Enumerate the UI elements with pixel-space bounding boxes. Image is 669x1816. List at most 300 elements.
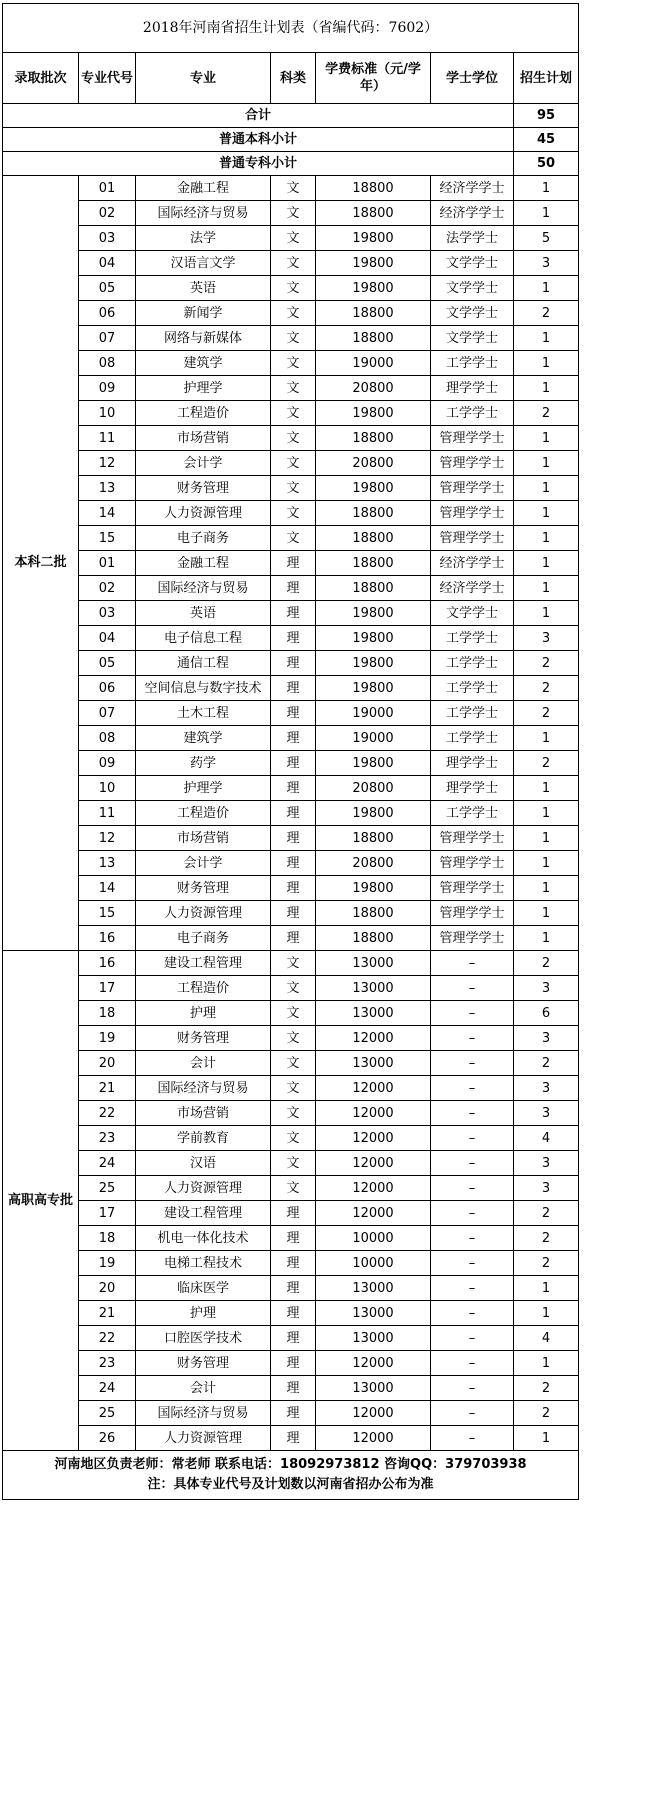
cell-code: 03 [79, 226, 136, 251]
cell-fee: 18800 [316, 901, 431, 926]
cell-fee: 12000 [316, 1401, 431, 1426]
cell-degree: – [431, 1176, 514, 1201]
cell-major: 护理学 [136, 776, 271, 801]
cell-plan: 5 [514, 226, 579, 251]
table-row [3, 476, 579, 501]
cell-degree: 工学学士 [431, 726, 514, 751]
cell-plan: 1 [514, 326, 579, 351]
cell-plan: 1 [514, 1426, 579, 1451]
cell-major: 机电一体化技术 [136, 1226, 271, 1251]
cell-plan: 2 [514, 1376, 579, 1401]
cell-plan: 1 [514, 201, 579, 226]
cell-major: 临床医学 [136, 1276, 271, 1301]
cell-code: 23 [79, 1351, 136, 1376]
cell-major: 电子商务 [136, 926, 271, 951]
cell-degree: 文学学士 [431, 301, 514, 326]
cell-code: 14 [79, 876, 136, 901]
cell-fee: 19800 [316, 651, 431, 676]
cell-major: 财务管理 [136, 1026, 271, 1051]
cell-subject: 文 [271, 376, 316, 401]
cell-fee: 19800 [316, 876, 431, 901]
cell-code: 18 [79, 1226, 136, 1251]
cell-subject: 文 [271, 276, 316, 301]
cell-plan: 2 [514, 676, 579, 701]
cell-subject: 文 [271, 501, 316, 526]
cell-plan: 1 [514, 176, 579, 201]
table-row [3, 551, 579, 576]
cell-fee: 18800 [316, 326, 431, 351]
table-row [3, 501, 579, 526]
cell-degree: – [431, 1326, 514, 1351]
cell-plan: 1 [514, 1351, 579, 1376]
cell-degree: – [431, 1001, 514, 1026]
table-row [3, 751, 579, 776]
cell-plan: 1 [514, 926, 579, 951]
cell-code: 05 [79, 276, 136, 301]
cell-subject: 文 [271, 226, 316, 251]
cell-fee: 18800 [316, 926, 431, 951]
cell-degree: – [431, 1151, 514, 1176]
table-row [3, 251, 579, 276]
table-row [3, 1201, 579, 1226]
cell-major: 法学 [136, 226, 271, 251]
cell-degree: 管理学学士 [431, 876, 514, 901]
cell-fee: 18800 [316, 501, 431, 526]
cell-degree: 经济学学士 [431, 201, 514, 226]
cell-plan: 2 [514, 651, 579, 676]
cell-major: 财务管理 [136, 876, 271, 901]
cell-fee: 19000 [316, 726, 431, 751]
cell-major: 护理 [136, 1301, 271, 1326]
table-row [3, 676, 579, 701]
cell-plan: 1 [514, 351, 579, 376]
header-major: 专业 [136, 53, 271, 104]
cell-fee: 12000 [316, 1176, 431, 1201]
cell-code: 09 [79, 751, 136, 776]
cell-plan: 1 [514, 876, 579, 901]
cell-degree: – [431, 1351, 514, 1376]
header-code: 专业代号 [79, 53, 136, 104]
table-row [3, 1101, 579, 1126]
cell-code: 20 [79, 1276, 136, 1301]
cell-subject: 文 [271, 176, 316, 201]
cell-degree: – [431, 1201, 514, 1226]
table-row [3, 351, 579, 376]
cell-code: 01 [79, 551, 136, 576]
cell-degree: 工学学士 [431, 626, 514, 651]
table-row [3, 1301, 579, 1326]
cell-plan: 1 [514, 1301, 579, 1326]
cell-degree: 管理学学士 [431, 476, 514, 501]
cell-code: 04 [79, 626, 136, 651]
cell-plan: 1 [514, 801, 579, 826]
cell-subject: 理 [271, 1251, 316, 1276]
cell-degree: – [431, 1276, 514, 1301]
footer-note: 注：具体专业代号及计划数以河南省招办公布为准 [147, 1477, 434, 1492]
summary-value: 45 [514, 128, 579, 152]
cell-fee: 13000 [316, 1376, 431, 1401]
summary-value: 50 [514, 152, 579, 176]
cell-plan: 2 [514, 1251, 579, 1276]
cell-fee: 18800 [316, 176, 431, 201]
cell-code: 22 [79, 1326, 136, 1351]
cell-major: 学前教育 [136, 1126, 271, 1151]
cell-fee: 19800 [316, 226, 431, 251]
header-batch: 录取批次 [3, 53, 79, 104]
cell-subject: 理 [271, 701, 316, 726]
table-row [3, 1276, 579, 1301]
cell-subject: 文 [271, 1001, 316, 1026]
cell-subject: 理 [271, 1351, 316, 1376]
cell-degree: 工学学士 [431, 651, 514, 676]
cell-code: 11 [79, 426, 136, 451]
cell-major: 土木工程 [136, 701, 271, 726]
cell-code: 14 [79, 501, 136, 526]
cell-code: 13 [79, 851, 136, 876]
cell-subject: 理 [271, 651, 316, 676]
cell-degree: – [431, 1401, 514, 1426]
cell-degree: 理学学士 [431, 776, 514, 801]
cell-degree: 经济学学士 [431, 576, 514, 601]
footer-contact: 河南地区负责老师：常老师 联系电话：18092973812 咨询QQ：379703938 [54, 1457, 527, 1472]
cell-code: 15 [79, 526, 136, 551]
cell-plan: 1 [514, 776, 579, 801]
cell-plan: 1 [514, 901, 579, 926]
cell-fee: 20800 [316, 451, 431, 476]
table-row [3, 1426, 579, 1451]
cell-code: 07 [79, 326, 136, 351]
cell-plan: 6 [514, 1001, 579, 1026]
cell-major: 会计学 [136, 851, 271, 876]
cell-fee: 12000 [316, 1151, 431, 1176]
cell-degree: 文学学士 [431, 251, 514, 276]
cell-degree: 文学学士 [431, 601, 514, 626]
cell-subject: 理 [271, 1226, 316, 1251]
cell-degree: 工学学士 [431, 701, 514, 726]
table-row [3, 926, 579, 951]
cell-subject: 文 [271, 976, 316, 1001]
summary-label: 合计 [3, 104, 514, 128]
cell-major: 电子信息工程 [136, 626, 271, 651]
table-row [3, 1401, 579, 1426]
cell-fee: 19800 [316, 801, 431, 826]
cell-subject: 理 [271, 1401, 316, 1426]
cell-major: 国际经济与贸易 [136, 201, 271, 226]
cell-plan: 3 [514, 1151, 579, 1176]
cell-subject: 理 [271, 901, 316, 926]
cell-subject: 文 [271, 1076, 316, 1101]
cell-subject: 理 [271, 626, 316, 651]
cell-degree: – [431, 951, 514, 976]
summary-row-total [3, 104, 579, 128]
cell-degree: 管理学学士 [431, 426, 514, 451]
cell-plan: 2 [514, 951, 579, 976]
cell-major: 建筑学 [136, 351, 271, 376]
cell-code: 10 [79, 401, 136, 426]
summary-value: 95 [514, 104, 579, 128]
cell-subject: 理 [271, 576, 316, 601]
cell-fee: 19800 [316, 476, 431, 501]
cell-degree: 文学学士 [431, 276, 514, 301]
cell-code: 20 [79, 1051, 136, 1076]
cell-subject: 文 [271, 1176, 316, 1201]
cell-major: 建筑学 [136, 726, 271, 751]
cell-major: 人力资源管理 [136, 501, 271, 526]
cell-major: 英语 [136, 276, 271, 301]
cell-fee: 13000 [316, 1051, 431, 1076]
cell-major: 人力资源管理 [136, 1426, 271, 1451]
cell-fee: 19800 [316, 676, 431, 701]
cell-fee: 18800 [316, 526, 431, 551]
cell-code: 13 [79, 476, 136, 501]
table-row [3, 1126, 579, 1151]
table-row [3, 1226, 579, 1251]
cell-subject: 文 [271, 451, 316, 476]
header-degree: 学士学位 [431, 53, 514, 104]
cell-fee: 13000 [316, 1001, 431, 1026]
cell-plan: 3 [514, 1076, 579, 1101]
cell-code: 04 [79, 251, 136, 276]
cell-plan: 1 [514, 276, 579, 301]
cell-major: 建设工程管理 [136, 1201, 271, 1226]
cell-code: 01 [79, 176, 136, 201]
enrollment-plan-table [2, 3, 579, 1500]
cell-subject: 理 [271, 1376, 316, 1401]
table-row [3, 1326, 579, 1351]
cell-plan: 2 [514, 1226, 579, 1251]
batch-cell: 本科二批 [3, 176, 79, 951]
cell-subject: 理 [271, 1426, 316, 1451]
cell-plan: 1 [514, 851, 579, 876]
cell-degree: 管理学学士 [431, 901, 514, 926]
cell-subject: 理 [271, 876, 316, 901]
cell-code: 24 [79, 1151, 136, 1176]
table-row [3, 901, 579, 926]
table-row [3, 526, 579, 551]
cell-degree: 管理学学士 [431, 851, 514, 876]
cell-fee: 19000 [316, 351, 431, 376]
cell-code: 12 [79, 826, 136, 851]
cell-degree: 文学学士 [431, 326, 514, 351]
table-row [3, 651, 579, 676]
cell-fee: 13000 [316, 976, 431, 1001]
cell-major: 人力资源管理 [136, 1176, 271, 1201]
cell-subject: 文 [271, 1126, 316, 1151]
cell-plan: 2 [514, 1401, 579, 1426]
cell-code: 16 [79, 926, 136, 951]
cell-degree: 管理学学士 [431, 926, 514, 951]
cell-code: 05 [79, 651, 136, 676]
cell-major: 国际经济与贸易 [136, 1076, 271, 1101]
cell-fee: 18800 [316, 426, 431, 451]
cell-code: 08 [79, 726, 136, 751]
cell-code: 03 [79, 601, 136, 626]
cell-major: 会计 [136, 1051, 271, 1076]
table-row [3, 1351, 579, 1376]
cell-degree: 工学学士 [431, 676, 514, 701]
cell-code: 16 [79, 951, 136, 976]
cell-major: 国际经济与贸易 [136, 1401, 271, 1426]
cell-fee: 12000 [316, 1426, 431, 1451]
cell-major: 通信工程 [136, 651, 271, 676]
cell-major: 口腔医学技术 [136, 1326, 271, 1351]
table-row [3, 1026, 579, 1051]
footer [3, 1451, 579, 1500]
cell-subject: 文 [271, 351, 316, 376]
cell-fee: 19800 [316, 626, 431, 651]
cell-plan: 2 [514, 301, 579, 326]
table-row [3, 776, 579, 801]
cell-code: 08 [79, 351, 136, 376]
cell-code: 06 [79, 676, 136, 701]
cell-subject: 文 [271, 951, 316, 976]
table-row [3, 176, 579, 201]
cell-code: 11 [79, 801, 136, 826]
table-row [3, 601, 579, 626]
cell-subject: 文 [271, 426, 316, 451]
cell-major: 国际经济与贸易 [136, 576, 271, 601]
table-row [3, 976, 579, 1001]
cell-code: 10 [79, 776, 136, 801]
cell-subject: 理 [271, 801, 316, 826]
cell-subject: 文 [271, 1026, 316, 1051]
summary-label: 普通本科小计 [3, 128, 514, 152]
cell-fee: 12000 [316, 1101, 431, 1126]
cell-fee: 12000 [316, 1201, 431, 1226]
cell-fee: 18800 [316, 826, 431, 851]
cell-subject: 理 [271, 551, 316, 576]
cell-subject: 理 [271, 676, 316, 701]
cell-major: 金融工程 [136, 551, 271, 576]
cell-plan: 2 [514, 401, 579, 426]
cell-degree: – [431, 1251, 514, 1276]
cell-fee: 20800 [316, 851, 431, 876]
table-row [3, 451, 579, 476]
cell-major: 新闻学 [136, 301, 271, 326]
cell-code: 17 [79, 976, 136, 1001]
cell-subject: 文 [271, 251, 316, 276]
cell-degree: – [431, 1026, 514, 1051]
cell-subject: 理 [271, 826, 316, 851]
cell-code: 22 [79, 1101, 136, 1126]
cell-major: 金融工程 [136, 176, 271, 201]
cell-subject: 理 [271, 851, 316, 876]
cell-code: 12 [79, 451, 136, 476]
cell-subject: 理 [271, 1326, 316, 1351]
cell-subject: 文 [271, 301, 316, 326]
cell-degree: – [431, 1376, 514, 1401]
cell-code: 19 [79, 1026, 136, 1051]
table-row [3, 226, 579, 251]
cell-plan: 1 [514, 526, 579, 551]
table-row [3, 1076, 579, 1101]
cell-subject: 文 [271, 526, 316, 551]
cell-subject: 文 [271, 476, 316, 501]
cell-major: 工程造价 [136, 401, 271, 426]
cell-degree: – [431, 1301, 514, 1326]
cell-major: 英语 [136, 601, 271, 626]
cell-fee: 19800 [316, 251, 431, 276]
cell-subject: 理 [271, 751, 316, 776]
cell-plan: 1 [514, 451, 579, 476]
cell-degree: – [431, 1226, 514, 1251]
cell-fee: 12000 [316, 1126, 431, 1151]
cell-plan: 4 [514, 1326, 579, 1351]
cell-fee: 19000 [316, 701, 431, 726]
cell-code: 02 [79, 576, 136, 601]
cell-fee: 10000 [316, 1251, 431, 1276]
table-row [3, 701, 579, 726]
cell-fee: 18800 [316, 201, 431, 226]
cell-plan: 1 [514, 476, 579, 501]
cell-subject: 理 [271, 776, 316, 801]
table-row [3, 826, 579, 851]
cell-fee: 18800 [316, 551, 431, 576]
summary-row-undergrad [3, 128, 579, 152]
cell-major: 护理 [136, 1001, 271, 1026]
cell-major: 汉语言文学 [136, 251, 271, 276]
cell-degree: – [431, 1051, 514, 1076]
cell-major: 药学 [136, 751, 271, 776]
table-row [3, 1151, 579, 1176]
cell-subject: 理 [271, 1276, 316, 1301]
cell-plan: 1 [514, 1276, 579, 1301]
cell-plan: 2 [514, 1051, 579, 1076]
cell-plan: 1 [514, 726, 579, 751]
table-row [3, 201, 579, 226]
table-row [3, 851, 579, 876]
cell-code: 17 [79, 1201, 136, 1226]
cell-major: 工程造价 [136, 976, 271, 1001]
cell-fee: 13000 [316, 1301, 431, 1326]
cell-major: 财务管理 [136, 1351, 271, 1376]
table-row [3, 401, 579, 426]
cell-major: 电梯工程技术 [136, 1251, 271, 1276]
cell-fee: 19800 [316, 276, 431, 301]
cell-degree: – [431, 1101, 514, 1126]
cell-degree: 管理学学士 [431, 526, 514, 551]
cell-subject: 理 [271, 926, 316, 951]
cell-plan: 2 [514, 701, 579, 726]
cell-degree: 管理学学士 [431, 501, 514, 526]
cell-degree: 理学学士 [431, 751, 514, 776]
cell-major: 人力资源管理 [136, 901, 271, 926]
cell-plan: 3 [514, 1176, 579, 1201]
cell-code: 09 [79, 376, 136, 401]
cell-fee: 12000 [316, 1076, 431, 1101]
cell-code: 02 [79, 201, 136, 226]
cell-degree: 经济学学士 [431, 551, 514, 576]
cell-fee: 18800 [316, 301, 431, 326]
cell-major: 会计 [136, 1376, 271, 1401]
table-row [3, 276, 579, 301]
cell-plan: 3 [514, 1101, 579, 1126]
table-row [3, 726, 579, 751]
cell-fee: 20800 [316, 376, 431, 401]
cell-subject: 文 [271, 201, 316, 226]
table-row [3, 301, 579, 326]
cell-degree: 法学学士 [431, 226, 514, 251]
cell-code: 21 [79, 1301, 136, 1326]
table-row [3, 376, 579, 401]
cell-code: 25 [79, 1176, 136, 1201]
cell-code: 18 [79, 1001, 136, 1026]
cell-code: 25 [79, 1401, 136, 1426]
cell-fee: 13000 [316, 951, 431, 976]
cell-subject: 文 [271, 326, 316, 351]
cell-plan: 2 [514, 751, 579, 776]
cell-plan: 1 [514, 426, 579, 451]
